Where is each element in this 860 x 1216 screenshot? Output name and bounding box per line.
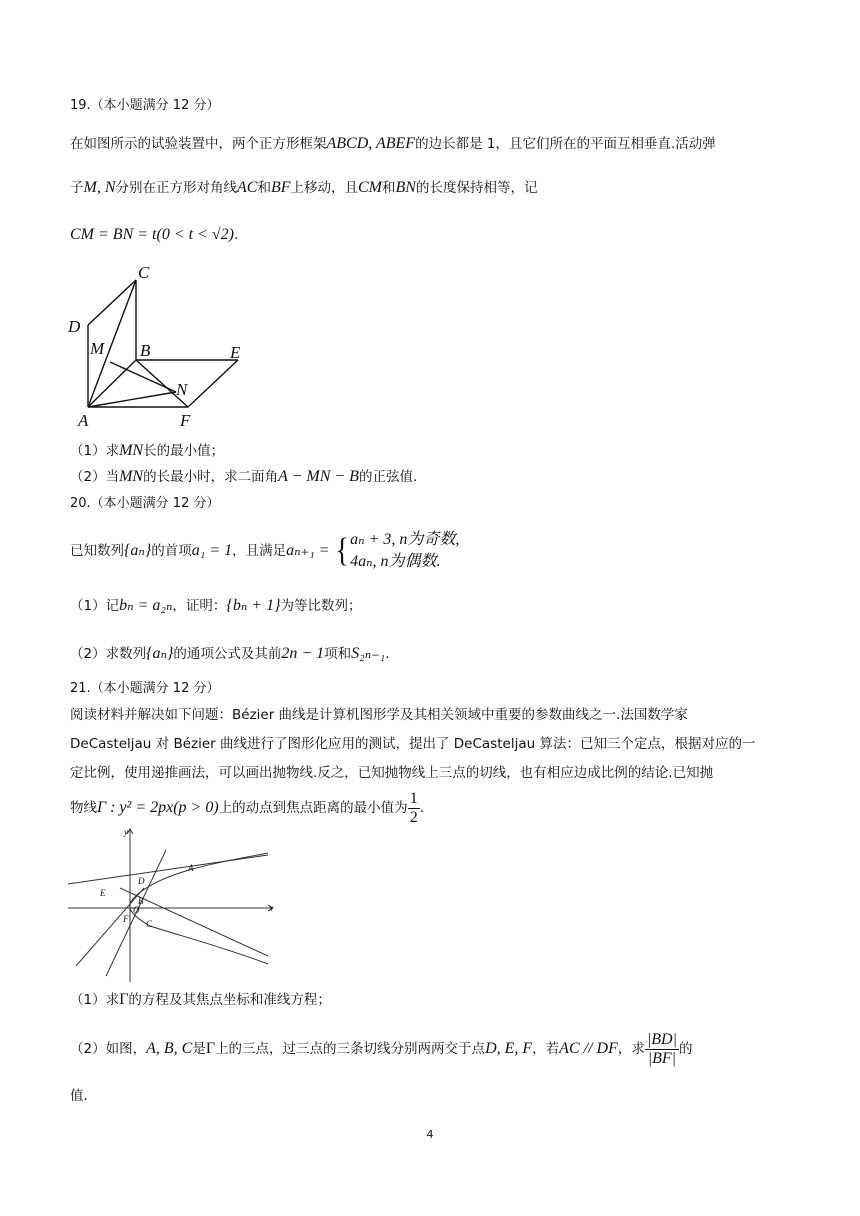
q19-math: BN — [395, 179, 416, 196]
q21-part2-end: 值. — [70, 1088, 88, 1104]
q21-math: Γ — [205, 1040, 216, 1057]
q19-header: 19.（本小题满分 12 分） — [70, 98, 220, 113]
q19-text: 的长最小时，求二面角 — [143, 469, 279, 485]
q21-text: 上的三点，过三点的三条切线分别两两交于点 — [215, 1041, 486, 1057]
q20-math: S₂ₙ₋₁ — [351, 645, 386, 662]
q19-text: 长的最小值； — [143, 443, 225, 459]
q19-part2 — [70, 467, 417, 487]
q21-figure-parabola-tangents — [66, 826, 280, 986]
q20-part2 — [70, 644, 390, 664]
q19-math: M, N — [83, 179, 116, 196]
q20-case1: aₙ + 3, n为奇数, — [350, 531, 460, 548]
q20-text: （2）求数列 — [70, 646, 147, 662]
q21-line1: 阅读材料并解决如下问题：Bézier 曲线是计算机图形学及其相关领域中重要的参数曲线之一.法国数学家 — [70, 707, 688, 723]
q20-math: {aₙ} — [124, 542, 152, 559]
q20-math: a₁ = 1 — [191, 542, 233, 559]
q20-text: . — [385, 646, 390, 662]
q19-label-F: F — [180, 411, 191, 430]
q21-label-E: E — [100, 888, 106, 898]
q21-part2 — [70, 1024, 692, 1074]
fraction-numerator: 1 — [409, 789, 418, 807]
q21-math: Γ : y² = 2px(p > 0) — [97, 799, 219, 816]
q19-math: BF — [270, 179, 291, 196]
q21-text: ，若 — [532, 1041, 560, 1057]
q20-text: （1）记 — [70, 598, 120, 614]
q19-label-C: C — [138, 263, 150, 282]
q21-text: ，求 — [617, 1041, 645, 1057]
q21-header: 21.（本小题满分 12 分） — [70, 681, 220, 696]
q19-text: 和 — [257, 180, 271, 196]
q19-text: 的边长都是 1，且它们所在的平面互相垂直.活动弹 — [415, 136, 716, 152]
q19-math: A − MN − B — [278, 468, 359, 485]
q20-text: 已知数列 — [70, 543, 124, 559]
q21-text: . — [419, 800, 424, 816]
q21-line3: 定比例，使用递推画法，可以画出抛物线.反之，已知抛物线上三点的切线，也有相应边成比例的结论.已知抛 — [70, 765, 714, 781]
q20-cases — [350, 529, 459, 573]
q21-label-y: y — [124, 827, 128, 837]
q19-math: CM — [358, 179, 382, 196]
q19-text: 的正弦值. — [358, 469, 418, 485]
q20-math: aₙ₊₁ = — [286, 542, 330, 559]
q20-line1 — [70, 529, 459, 573]
q21-line2: DeCasteljau 对 Bézier 曲线进行了图形化应用的测试，提出了 DeCasteljau 算法：已知三个定点，根据对应的一 — [70, 736, 756, 752]
q19-part1 — [70, 441, 224, 461]
q19-line1 — [70, 134, 716, 154]
q21-label-C: C — [146, 919, 153, 929]
q20-text: 为等比数列； — [280, 598, 362, 614]
q21-math: D, E, F — [485, 1040, 533, 1057]
q20-math: {bₙ + 1} — [226, 597, 281, 614]
q19-figure-square-frames — [62, 262, 252, 430]
q19-label-M: M — [90, 339, 105, 358]
fraction-numerator: |BD| — [646, 1030, 677, 1048]
q20-math: 2n − 1 — [281, 645, 325, 662]
q19-text: 的长度保持相等，记 — [415, 180, 538, 196]
q19-line2 — [70, 178, 537, 198]
q21-label-O: O — [133, 905, 140, 915]
q21-text: 是 — [192, 1041, 206, 1057]
q21-label-B: B — [138, 896, 144, 906]
q19-math: MN — [119, 468, 144, 485]
q19-math: CM = BN = t(0 < t < √2) — [70, 226, 234, 243]
q20-text: ，且满足 — [232, 543, 287, 559]
q21-math: AC // DF — [559, 1040, 618, 1057]
q19-text: 和 — [382, 180, 396, 196]
fraction-denominator: |BF| — [647, 1049, 677, 1067]
q19-label-A: A — [78, 411, 89, 430]
q21-label-A: A — [188, 863, 194, 873]
q21-label-x: x — [269, 903, 273, 913]
q21-fraction-bd-bf — [645, 1031, 679, 1068]
q21-math: A, B, C — [146, 1040, 193, 1057]
q20-text: ，证明： — [172, 598, 227, 614]
q20-case2: 4aₙ, n为偶数. — [350, 553, 441, 570]
q21-text: （1）求 — [70, 992, 120, 1008]
q21-part1 — [70, 990, 331, 1010]
q19-label-N: N — [176, 380, 188, 399]
q21-math: Γ — [119, 991, 129, 1008]
q19-text: 子 — [70, 180, 84, 196]
q21-text: 的 — [678, 1041, 693, 1057]
q21-text: 上的动点到焦点距离的最小值为 — [218, 800, 408, 816]
q20-header: 20.（本小题满分 12 分） — [70, 496, 220, 511]
q21-text: 的方程及其焦点坐标和准线方程； — [128, 992, 331, 1008]
q19-text: （2）当 — [70, 469, 120, 485]
q19-line3 — [70, 225, 238, 245]
q19-math: AC — [237, 179, 258, 196]
q19-text: 在如图所示的试验装置中，两个正方形框架 — [70, 136, 327, 152]
q20-text: 的首项 — [151, 543, 192, 559]
q19-text: 分别在正方形对角线 — [115, 180, 237, 196]
q19-text: . — [233, 227, 239, 243]
q20-part1 — [70, 596, 362, 616]
q20-text: 项和 — [324, 646, 352, 662]
q19-label-E: E — [230, 343, 241, 362]
q21-fraction-half — [408, 790, 420, 827]
q19-label-D: D — [68, 317, 81, 336]
q19-text: 上移动，且 — [290, 180, 358, 196]
q21-label-F: F — [123, 914, 129, 924]
q21-line4 — [70, 788, 424, 828]
q20-math: bₙ = a₂ₙ — [119, 597, 173, 614]
q19-label-B: B — [140, 341, 151, 360]
q21-text: 物线 — [70, 800, 97, 816]
q19-math: ABCD, ABEF — [326, 135, 416, 152]
q20-brace: { — [335, 532, 349, 569]
q21-text: （2）如图， — [70, 1041, 147, 1057]
q20-math: {aₙ} — [146, 645, 174, 662]
q19-math: MN — [119, 442, 144, 459]
page-number: 4 — [426, 1128, 434, 1141]
q21-label-D: D — [138, 876, 145, 886]
q19-text: （1）求 — [70, 443, 120, 459]
fraction-denominator: 2 — [409, 808, 418, 826]
q20-text: 的通项公式及其前 — [173, 646, 282, 662]
